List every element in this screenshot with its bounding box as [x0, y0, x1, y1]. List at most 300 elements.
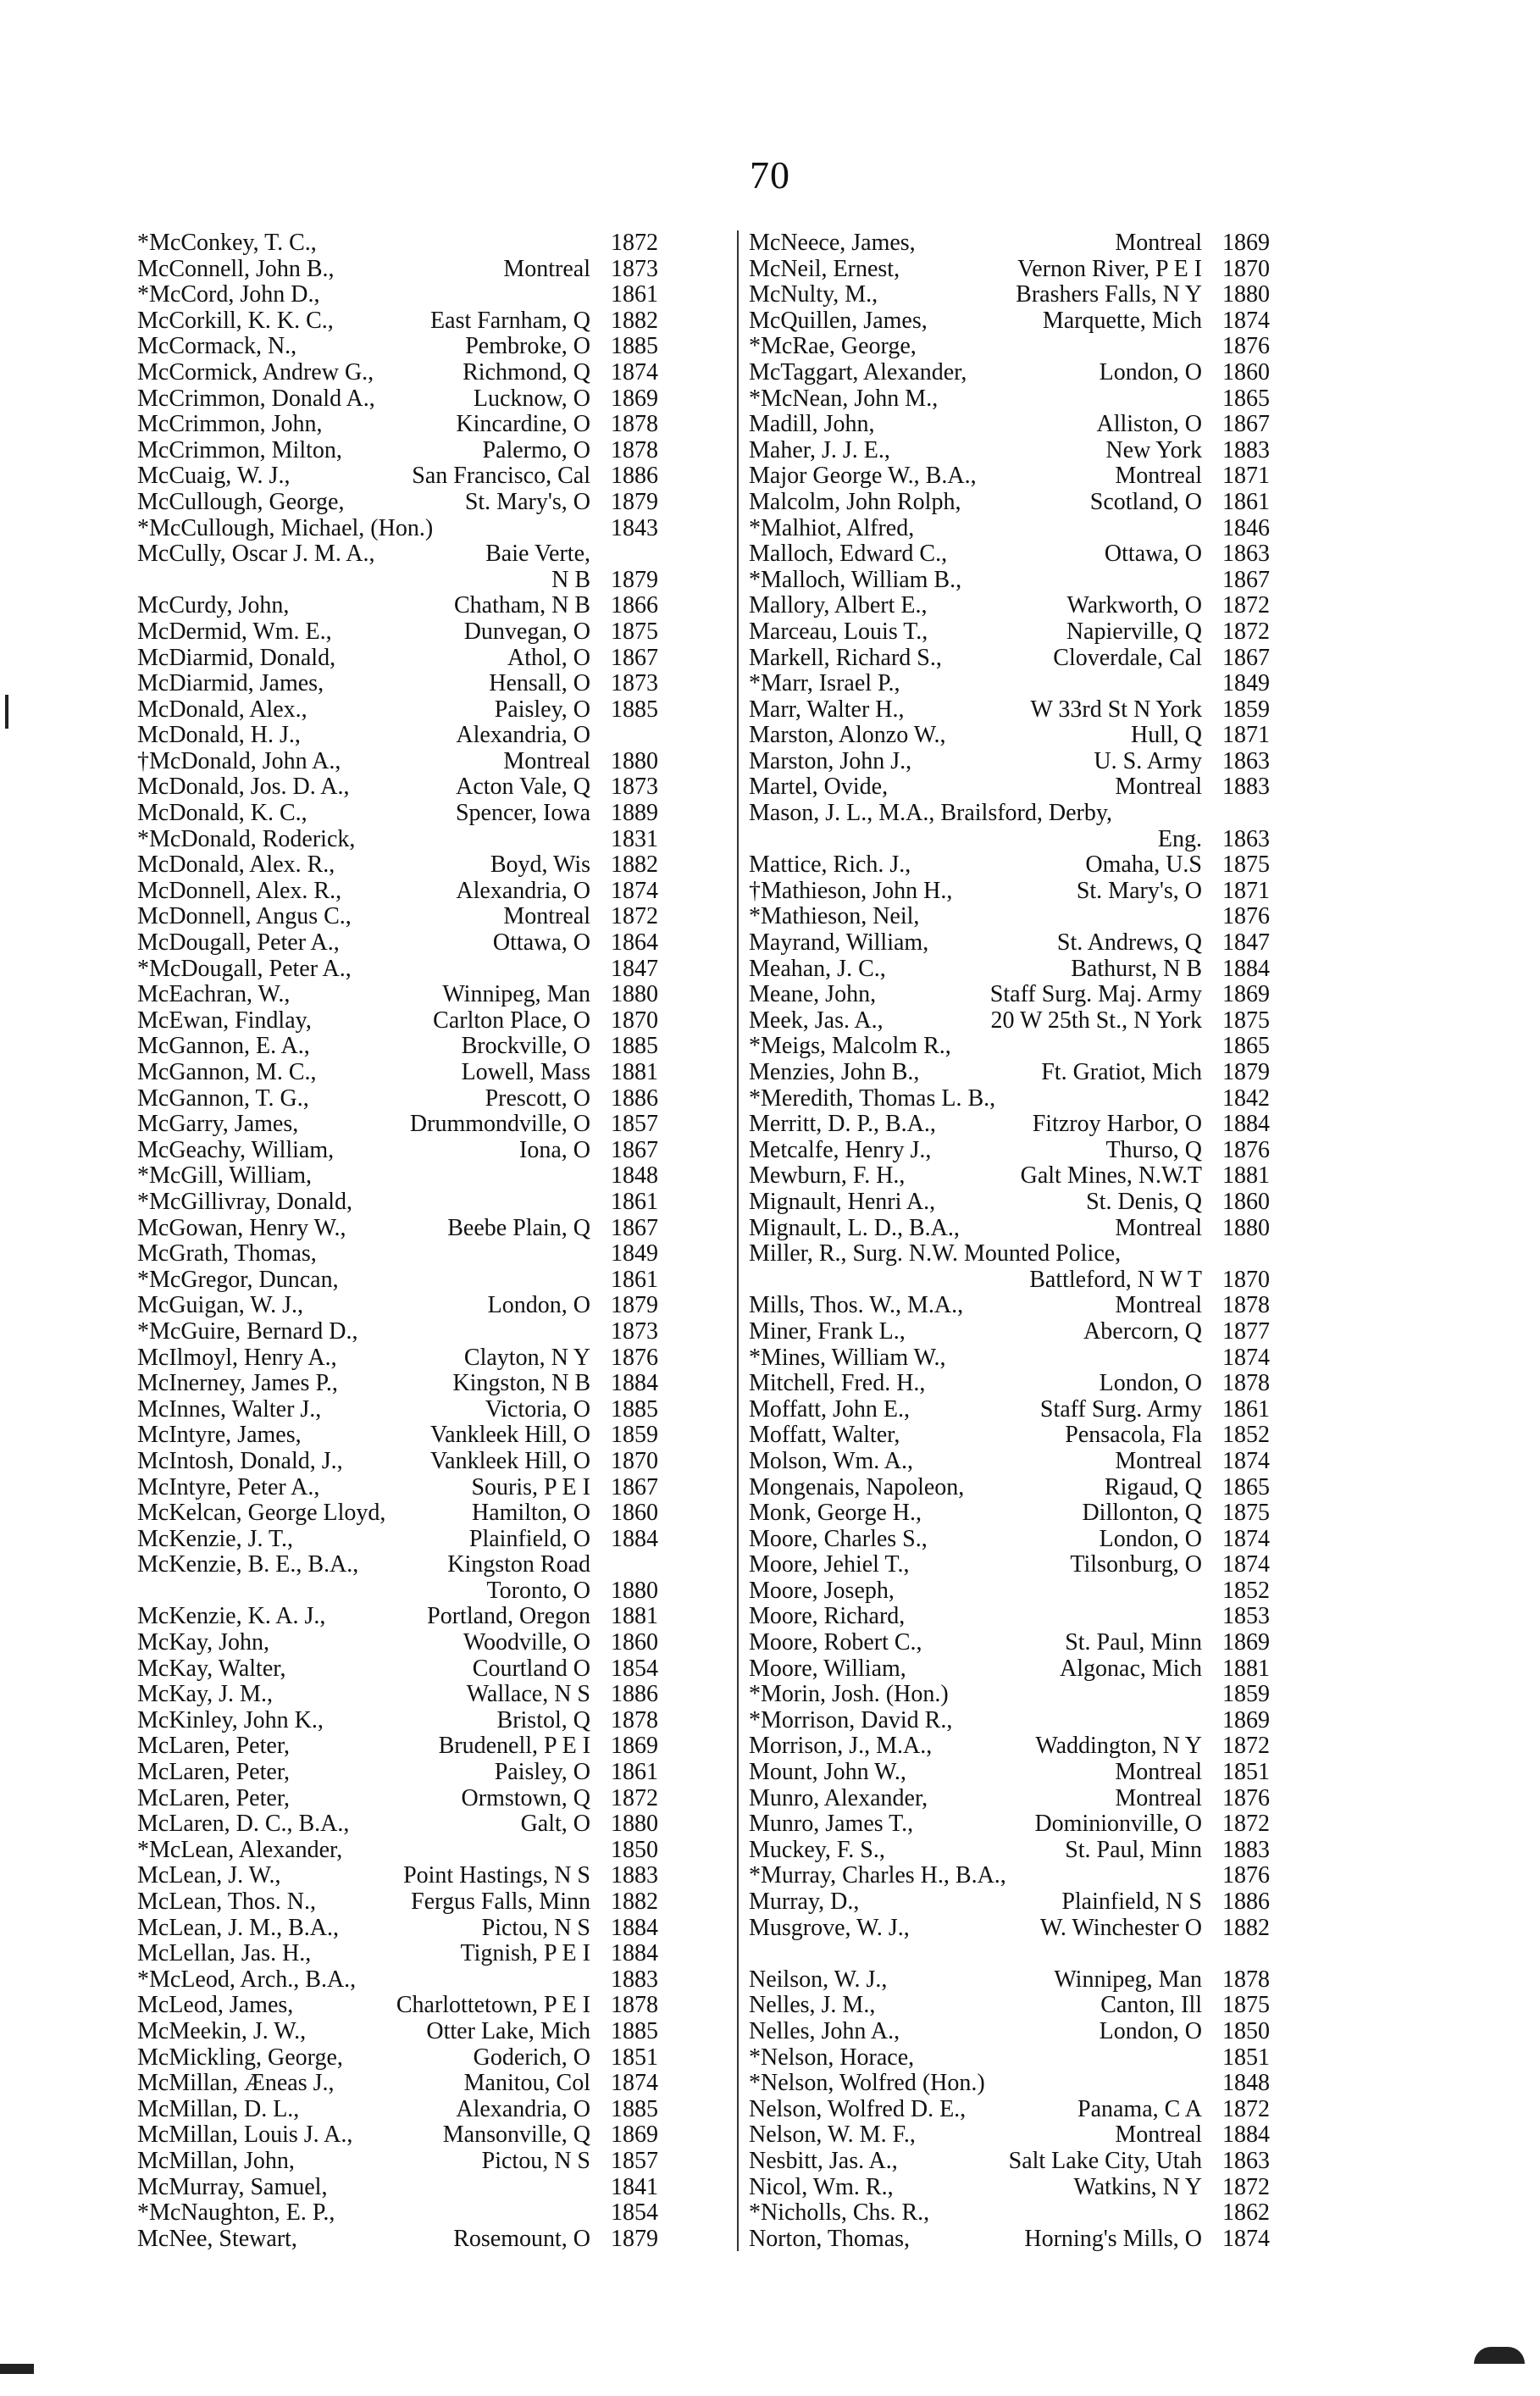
entry-name: *Meredith, Thomas L. B., [749, 1084, 996, 1112]
entry-name: Mignault, L. D., B.A., [749, 1214, 960, 1241]
entry-name: McLean, J. W., [137, 1862, 281, 1889]
entry-place: Pembroke, O [465, 333, 590, 360]
entry-place: Lucknow, O [473, 385, 590, 412]
directory-entry [749, 2071, 1270, 2097]
entry-place: Plainfield, N S [1061, 1889, 1202, 1915]
entry-place [951, 1034, 1212, 1060]
directory-entry [137, 1604, 658, 1630]
entry-name: Maher, J. J. E., [749, 436, 890, 463]
directory-entry [749, 1786, 1270, 1812]
directory-entry [749, 1967, 1270, 1994]
entry-name: McGarry, James, [137, 1111, 299, 1138]
entry-year [1212, 801, 1270, 827]
entry-year: 1876 [1222, 1784, 1270, 1811]
directory-entry [749, 1345, 1270, 1372]
entry-year: 1874 [611, 358, 658, 385]
directory-entry [749, 438, 1270, 464]
entry-year: 1851 [1222, 1759, 1270, 1786]
directory-entry [137, 1034, 658, 1060]
entry-name: McQuillen, James, [749, 307, 928, 334]
entry-year [1212, 1241, 1270, 1267]
entry-name: *Meigs, Malcolm R., [749, 1033, 951, 1060]
entry-name: *Malhiot, Alfred, [749, 514, 915, 541]
entry-place: London, O [1099, 358, 1202, 385]
entry-year: 1876 [1222, 903, 1270, 930]
entry-year: 1863 [1222, 541, 1270, 568]
entry-name: McIntyre, Peter A., [137, 1473, 320, 1500]
entry-place: Abercorn, Q [1083, 1317, 1202, 1345]
directory-entry [749, 568, 1270, 594]
entry-name: Nicol, Wm. R., [749, 2173, 894, 2200]
entry-name: McMickling, George, [137, 2044, 343, 2071]
entry-place: Plainfield, O [468, 1525, 590, 1552]
directory-entry [137, 619, 658, 646]
entry-place: Watkins, N Y [1073, 2173, 1202, 2200]
entry-name: Nesbitt, Jas. A., [749, 2147, 898, 2174]
entry-place: Brudenell, P E I [438, 1733, 590, 1760]
entry-name: McKenzie, K. A. J., [137, 1603, 326, 1630]
entry-place: Omaha, U.S [1085, 851, 1202, 879]
entry-year: 1875 [1222, 851, 1270, 879]
directory-entry [749, 1216, 1270, 1242]
entry-place: Ottawa, O [492, 929, 590, 957]
directory-entry [749, 1241, 1270, 1267]
entry-place [335, 2200, 601, 2227]
directory-entry [749, 619, 1270, 646]
entry-place: Panama, C A [1077, 2095, 1202, 2122]
directory-entry [749, 749, 1270, 775]
entry-year: 1878 [1222, 1966, 1270, 1993]
directory-entry [137, 412, 658, 438]
entry-name: *Mathieson, Neil, [749, 903, 920, 930]
directory-entry [749, 1811, 1270, 1838]
entry-year: 1847 [1222, 929, 1270, 957]
directory-entry [137, 697, 658, 724]
directory-entry [137, 1267, 658, 1294]
entry-name: McLaren, Peter, [137, 1733, 291, 1760]
directory-entry [137, 1630, 658, 1656]
entry-place: W 33rd St N York [1030, 696, 1202, 723]
directory-entry [137, 490, 658, 516]
directory-entry [137, 852, 658, 879]
directory-entry [137, 308, 658, 335]
entry-year: 1847 [611, 955, 658, 982]
entry-place: Montreal [1115, 2121, 1202, 2149]
entry-place: Hamilton, O [472, 1500, 590, 1527]
entry-name: Mitchell, Fred. H., [749, 1370, 926, 1397]
column-divider [737, 230, 739, 2251]
entry-year: 1871 [1222, 463, 1270, 490]
entry-place [938, 386, 1212, 413]
directory-entry [749, 1863, 1270, 1889]
entry-place: Battleford, N W T [1029, 1266, 1202, 1293]
entry-place: Winnipeg, Man [442, 981, 590, 1008]
entry-year: 1849 [1222, 670, 1270, 697]
entry-name: Norton, Thomas, [749, 2225, 911, 2252]
entry-year: 1873 [611, 774, 658, 801]
entry-year: 1884 [611, 1940, 658, 1967]
entry-name: *McGill, William, [137, 1162, 313, 1190]
entry-place [319, 282, 601, 308]
entry-place: Alliston, O [1096, 411, 1202, 438]
page-number: 70 [750, 153, 790, 197]
scan-edge-mark-bottom-left [0, 2364, 34, 2374]
entry-place [961, 568, 1212, 594]
entry-name: McGrath, Thomas, [137, 1240, 317, 1267]
entry-year: 1872 [1222, 1733, 1270, 1760]
directory-entry [137, 2175, 658, 2201]
entry-name: McDonnell, Alex. R., [137, 877, 342, 904]
entry-year: 1860 [611, 1500, 658, 1527]
entry-year: 1879 [611, 2225, 658, 2252]
entry-place: Eng. [1157, 825, 1202, 852]
directory-entry [749, 1397, 1270, 1423]
entry-name: Martel, Ovide, [749, 774, 889, 801]
entry-name: Moore, Robert C., [749, 1629, 922, 1656]
entry-place: Montreal [1115, 1214, 1202, 1241]
entry-name: Moffatt, John E., [749, 1395, 911, 1423]
entry-year: 1846 [1222, 514, 1270, 541]
directory-entry [137, 801, 658, 827]
entry-name: Nelson, Wolfred D. E., [749, 2095, 967, 2122]
entry-year: 1854 [611, 1655, 658, 1682]
entry-place [945, 1345, 1212, 1372]
directory-entry [749, 1163, 1270, 1190]
directory-entry [749, 1630, 1270, 1656]
directory-entry [749, 1060, 1270, 1086]
entry-name: Miner, Frank L., [749, 1317, 906, 1345]
entry-year: 1883 [611, 1862, 658, 1889]
entry-name: McMillan, Louis J. A., [137, 2121, 353, 2149]
entry-name: Munro, Alexander, [749, 1784, 928, 1811]
entry-name: McConnell, John B., [137, 255, 335, 282]
entry-year: 1884 [611, 1525, 658, 1552]
entry-name: Mills, Thos. W., M.A., [749, 1292, 964, 1319]
entry-year: 1881 [1222, 1162, 1270, 1190]
entry-name: Menzies, John B., [749, 1059, 920, 1085]
entry-name: Moore, William, [749, 1655, 906, 1682]
entry-name: *McConkey, T. C., [137, 230, 317, 256]
entry-year: 1872 [1222, 2095, 1270, 2122]
directory-entry [749, 646, 1270, 672]
directory-entry [749, 2149, 1270, 2175]
entry-name: *Marr, Israel P., [749, 670, 900, 697]
entry-place [357, 1319, 601, 1345]
directory-entry [137, 1216, 658, 1242]
entry-name: *McCord, John D., [137, 281, 320, 308]
entry-place: Alexandria, O [456, 2095, 590, 2122]
directory-entry [749, 1475, 1270, 1501]
directory-entry [749, 2175, 1270, 2201]
entry-year: 1863 [1222, 825, 1270, 852]
entry-place: Rosemount, O [453, 2225, 590, 2252]
entry-name: *McCullough, Michael, (Hon.) [137, 514, 434, 541]
directory-entry [749, 1293, 1270, 1319]
entry-place: Fitzroy Harbor, O [1032, 1111, 1202, 1138]
directory-entry [137, 723, 658, 749]
entry-place: Montreal [1115, 1447, 1202, 1474]
directory-entry [137, 1060, 658, 1086]
entry-name: *McGregor, Duncan, [137, 1266, 339, 1293]
entry-place: St. Paul, Minn [1065, 1836, 1202, 1863]
entry-name: Miller, R., Surg. N.W. Mounted Police, [749, 1240, 1122, 1267]
entry-year: 1867 [611, 1214, 658, 1241]
directory-entry [137, 438, 658, 464]
entry-name: Markell, Richard S., [749, 644, 942, 671]
entry-year: 1869 [1222, 981, 1270, 1008]
entry-place [905, 1604, 1212, 1630]
entry-year: 1879 [1222, 1059, 1270, 1085]
entry-year [601, 541, 658, 568]
directory-entry [749, 541, 1270, 568]
directory-entry [137, 1008, 658, 1034]
entry-name: Mignault, Henri A., [749, 1188, 936, 1215]
entry-place [952, 1708, 1212, 1734]
entry-year: 1872 [1222, 2173, 1270, 2200]
entry-name: McGeachy, William, [137, 1136, 335, 1163]
entry-place: Lowell, Mass [461, 1059, 590, 1085]
directory-entry [749, 360, 1270, 386]
entry-place: Paisley, O [494, 696, 590, 723]
entry-name: McTaggart, Alexander, [749, 358, 967, 385]
directory-entry [137, 827, 658, 853]
entry-place: Manitou, Col [463, 2070, 590, 2097]
entry-name: Murray, D., [749, 1889, 860, 1915]
entry-name: McMeekin, J. W., [137, 2017, 307, 2044]
entry-place: Victoria, O [485, 1395, 590, 1423]
entry-year: 1870 [611, 1447, 658, 1474]
entry-name: McGowan, Henry W., [137, 1214, 346, 1241]
directory-entry [749, 2227, 1270, 2253]
entry-place: Thurso, Q [1105, 1136, 1202, 1163]
entry-year: 1886 [611, 1084, 658, 1112]
entry-year: 1889 [611, 800, 658, 827]
directory-entry [137, 1656, 658, 1683]
entry-year: 1875 [1222, 1007, 1270, 1034]
entry-year: 1885 [611, 2017, 658, 2044]
entry-place: Acton Vale, Q [456, 774, 590, 801]
entry-place: Montreal [1115, 1292, 1202, 1319]
directory-entry [749, 1449, 1270, 1475]
entry-year: 1882 [611, 851, 658, 879]
directory-entry [137, 2149, 658, 2175]
entry-place: Galt Mines, N.W.T [1020, 1162, 1202, 1190]
entry-year: 1880 [611, 1811, 658, 1838]
directory-entry [137, 930, 658, 957]
entry-name: Marceau, Louis T., [749, 618, 928, 645]
entry-name: McCurdy, John, [137, 592, 290, 619]
entry-name: Merritt, D. P., B.A., [749, 1111, 936, 1138]
entry-year: 1883 [611, 1966, 658, 1993]
entry-name: Marr, Walter H., [749, 696, 905, 723]
directory-entry [749, 904, 1270, 930]
directory-entry [137, 2122, 658, 2149]
entry-place: Napierville, Q [1066, 618, 1202, 645]
entry-name: Morrison, J., M.A., [749, 1733, 933, 1760]
entry-place: Goderich, O [473, 2044, 590, 2071]
entry-year: 1879 [611, 1292, 658, 1319]
directory-entry [137, 1838, 658, 1864]
entry-place: Galt, O [520, 1811, 590, 1838]
entry-name: *Nelson, Horace, [749, 2044, 915, 2071]
entry-year: 1865 [1222, 1033, 1270, 1060]
entry-place: W. Winchester O [1040, 1914, 1202, 1941]
entry-name: McLaren, Peter, [137, 1759, 291, 1786]
entry-place: Wallace, N S [466, 1681, 590, 1708]
entry-place: Hensall, O [489, 670, 590, 697]
entry-year: 1878 [611, 1992, 658, 2019]
entry-year: 1872 [611, 903, 658, 930]
directory-entry [749, 257, 1270, 283]
entry-place: U. S. Army [1094, 747, 1202, 774]
entry-year: 1876 [1222, 1136, 1270, 1163]
entry-year: 1884 [611, 1370, 658, 1397]
directory-entry [749, 1267, 1270, 1294]
entry-place [895, 1578, 1212, 1605]
entry-year [1212, 1941, 1270, 1967]
entry-year: 1857 [611, 2147, 658, 2174]
entry-name: Meahan, J. C., [749, 955, 886, 982]
entry-name: Neilson, W. J., [749, 1966, 888, 1993]
entry-name: Moore, Joseph, [749, 1577, 895, 1604]
entry-place: Prescott, O [485, 1084, 590, 1112]
directory-entry [137, 1319, 658, 1345]
entry-name: Nelson, W. M. F., [749, 2121, 916, 2149]
directory-entry [137, 1941, 658, 1967]
entry-year: 1873 [611, 255, 658, 282]
entry-name: Moore, Charles S., [749, 1525, 928, 1552]
entry-place: Brashers Falls, N Y [1016, 281, 1202, 308]
entry-name: McDonald, Alex. R., [137, 851, 335, 879]
entry-place: Warkworth, O [1066, 592, 1202, 619]
entry-name: McInerney, James P., [137, 1370, 338, 1397]
directory-entry [749, 1190, 1270, 1216]
directory-entry [137, 1449, 658, 1475]
entry-year: 1867 [611, 644, 658, 671]
entry-place: Beebe Plain, Q [447, 1214, 590, 1241]
entry-year: 1860 [1222, 1188, 1270, 1215]
directory-entry [137, 463, 658, 490]
entry-place: London, O [1099, 1525, 1202, 1552]
entry-name: McDonald, K. C., [137, 800, 307, 827]
entry-place: Algonac, Mich [1060, 1655, 1202, 1682]
entry-name: McDermid, Wm. E., [137, 618, 332, 645]
entry-year: 1850 [1222, 2017, 1270, 2044]
entry-year: 1869 [1222, 1706, 1270, 1733]
entry-place: Fergus Falls, Minn [411, 1889, 590, 1915]
directory-entry [137, 282, 658, 308]
entry-place: Ormstown, Q [461, 1784, 590, 1811]
entry-year: 1861 [1222, 1395, 1270, 1423]
directory-entry [137, 516, 658, 542]
entry-name: Major George W., B.A., [749, 463, 977, 490]
entry-place [949, 1682, 1212, 1708]
directory-entry [137, 1993, 658, 2019]
entry-year: 1876 [1222, 333, 1270, 360]
directory-entry [137, 1112, 658, 1138]
entry-year: 1886 [1222, 1889, 1270, 1915]
directory-entry [137, 230, 658, 257]
entry-year: 1875 [611, 618, 658, 645]
entry-year: 1876 [1222, 1862, 1270, 1889]
entry-place: Pensacola, Fla [1065, 1422, 1202, 1449]
directory-entry [749, 1423, 1270, 1449]
entry-name: Marston, John J., [749, 747, 912, 774]
directory-entry [137, 1552, 658, 1578]
entry-place [929, 2200, 1212, 2227]
entry-place [317, 230, 601, 257]
entry-name: †McDonald, John A., [137, 747, 341, 774]
entry-name: McDonald, Jos. D. A., [137, 774, 350, 801]
directory-entry [137, 2019, 658, 2045]
entry-year: 1874 [1222, 1525, 1270, 1552]
entry-year: 1861 [611, 281, 658, 308]
entry-place [1121, 1241, 1212, 1267]
directory-entry [749, 1319, 1270, 1345]
entry-name: *McLeod, Arch., B.A., [137, 1966, 357, 1993]
directory-entry [137, 749, 658, 775]
entry-place: Hull, Q [1131, 722, 1202, 749]
entry-place [339, 1267, 601, 1294]
entry-year: 1870 [611, 1007, 658, 1034]
entry-place: Montreal [1115, 463, 1202, 490]
directory-entry [137, 257, 658, 283]
entry-year: 1880 [1222, 1214, 1270, 1241]
entry-name: Malloch, Edward C., [749, 541, 948, 568]
entry-year: 1885 [611, 2095, 658, 2122]
entry-name: Metcalfe, Henry J., [749, 1136, 932, 1163]
entry-place: Bristol, Q [496, 1706, 590, 1733]
entry-name: Moore, Richard, [749, 1603, 906, 1630]
entry-name: *Mines, William W., [749, 1344, 946, 1371]
directory-entry [749, 1034, 1270, 1060]
entry-place: London, O [1099, 2017, 1202, 2044]
directory-entry [749, 2097, 1270, 2123]
entry-place: Courtland O [472, 1655, 590, 1682]
entry-year: 1851 [611, 2044, 658, 2071]
directory-entry [749, 593, 1270, 619]
directory-entry [137, 2045, 658, 2072]
entry-year: 1849 [611, 1240, 658, 1267]
directory-entry [749, 230, 1270, 257]
entry-name: *McNaughton, E. P., [137, 2199, 335, 2227]
directory-entry [749, 1112, 1270, 1138]
directory-entry [749, 1008, 1270, 1034]
directory-entry [749, 2122, 1270, 2149]
directory-entry [137, 1786, 658, 1812]
entry-name: †Mathieson, John H., [749, 877, 953, 904]
directory-entry [749, 1138, 1270, 1164]
entry-year: 1859 [611, 1422, 658, 1449]
entry-place: Winnipeg, Man [1054, 1966, 1202, 1993]
entry-place: Kincardine, O [456, 411, 590, 438]
directory-entry [749, 671, 1270, 697]
entry-year: 1882 [1222, 1914, 1270, 1941]
entry-name: McMillan, Æneas J., [137, 2070, 335, 2097]
entry-place: London, O [487, 1292, 590, 1319]
directory-entry [137, 1578, 658, 1605]
entry-place [312, 1163, 601, 1190]
entry-place [914, 2045, 1212, 2072]
directory-entry [749, 1941, 1270, 1967]
directory-entry [749, 1838, 1270, 1864]
directory-entry [137, 1138, 658, 1164]
entry-name: *McGuire, Bernard D., [137, 1317, 358, 1345]
entry-place: Montreal [1115, 230, 1202, 256]
entry-year: 1880 [611, 981, 658, 1008]
directory-entry [137, 1682, 658, 1708]
entry-name: McCully, Oscar J. M. A., [137, 541, 375, 568]
